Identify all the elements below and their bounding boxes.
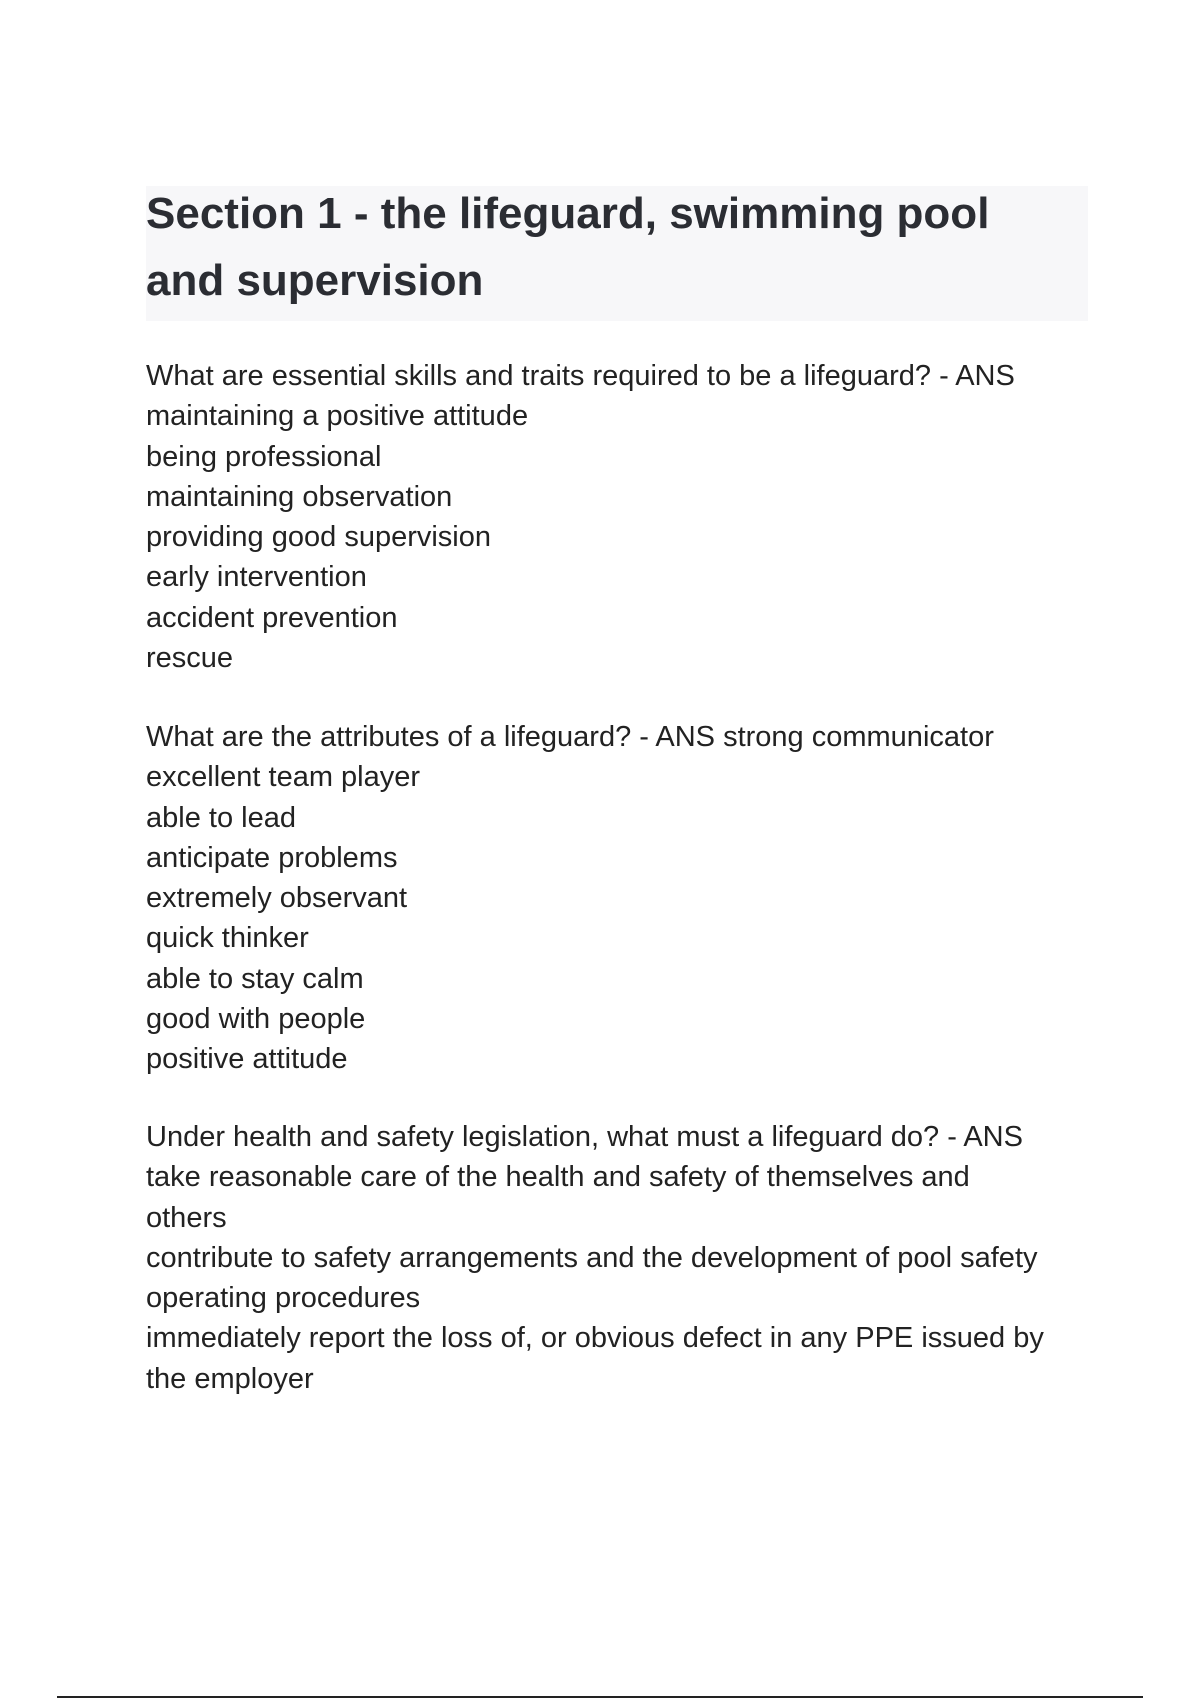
answer-line: quick thinker: [146, 922, 309, 955]
section-heading-line: and supervision: [146, 256, 484, 305]
answer-line: immediately report the loss of, or obvious defect in any PPE issued by: [146, 1322, 1044, 1355]
answer-line: contribute to safety arrangements and the development of pool safety: [146, 1241, 1038, 1274]
answer-line: rescue: [146, 642, 234, 675]
answer-line: accident prevention: [146, 601, 398, 634]
answer-line: able to stay calm: [146, 962, 364, 995]
answer-line: being professional: [146, 440, 382, 473]
answer-line: the employer: [146, 1362, 314, 1395]
answer-line: providing good supervision: [146, 521, 491, 554]
qa-item-health-safety: [146, 1117, 1106, 1399]
qa-item-attributes: [146, 717, 1106, 1080]
question-line: Under health and safety legislation, what must a lifeguard do? - ANS: [146, 1121, 1023, 1153]
answer-line: maintaining observation: [146, 480, 453, 513]
question-line: What are essential skills and traits required to be a lifeguard? - ANS: [146, 360, 1015, 392]
answer-line: operating procedures: [146, 1282, 421, 1315]
qa-item-essential-skills: [146, 356, 1106, 678]
answer-line: excellent team player: [146, 761, 421, 794]
question-line: What are the attributes of a lifeguard? - ANS strong communicator: [146, 721, 994, 753]
footer-divider: [57, 1696, 1143, 1698]
answer-line: able to lead: [146, 801, 296, 834]
section-heading-line: Section 1 - the lifeguard, swimming pool: [146, 189, 990, 238]
answer-line: take reasonable care of the health and safety of themselves and: [146, 1161, 970, 1194]
section-heading: [146, 180, 1086, 314]
answer-line: extremely observant: [146, 882, 408, 915]
answer-line: others: [146, 1201, 227, 1234]
answer-line: positive attitude: [146, 1043, 348, 1076]
answer-line: early intervention: [146, 561, 367, 594]
answer-line: anticipate problems: [146, 841, 398, 874]
answer-line: good with people: [146, 1003, 366, 1036]
answer-line: maintaining a positive attitude: [146, 400, 529, 433]
